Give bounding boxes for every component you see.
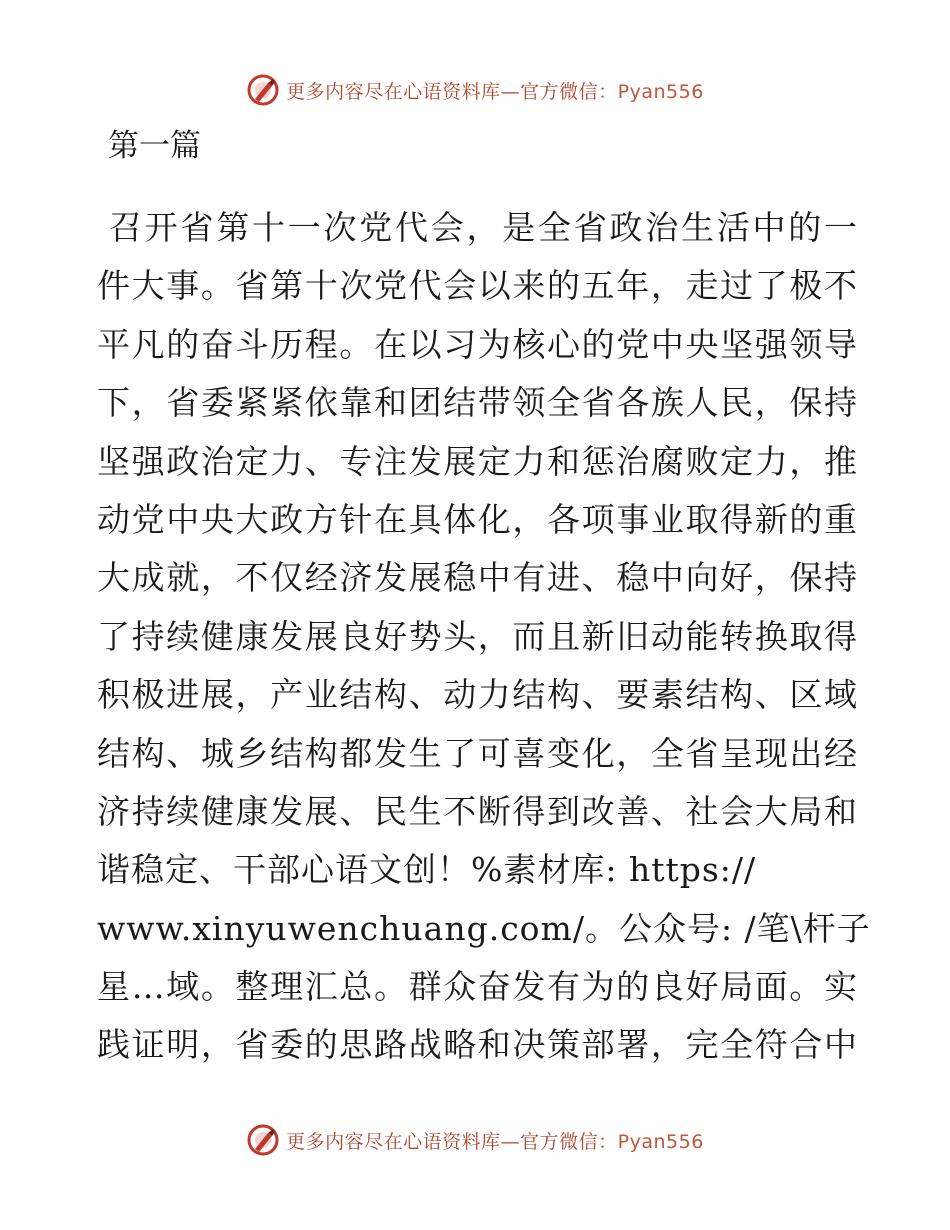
body-line: www.xinyuwenchuang.com/。公众号: /笔\杆子 bbox=[97, 908, 871, 948]
body-line: 动党中央大政方针在具体化，各项事业取得新的重 bbox=[97, 499, 857, 539]
body-line: 大成就，不仅经济发展稳中有进、稳中向好，保持 bbox=[97, 558, 857, 598]
body-line: 济持续健康发展、民生不断得到改善、社会大局和 bbox=[97, 791, 857, 831]
body-line: 下，省委紧紧依靠和团结带领全省各族人民，保持 bbox=[97, 383, 857, 423]
footer-banner bbox=[0, 1120, 950, 1160]
banner-text: 更多内容尽在心语资料库—官方微信：Pyan556 bbox=[286, 1130, 704, 1153]
banner-text: 更多内容尽在心语资料库—官方微信：Pyan556 bbox=[286, 80, 704, 103]
pen-nib-logo-icon bbox=[246, 73, 280, 107]
body-line: 谐稳定、干部心语文创！%素材库: https:// bbox=[97, 850, 757, 890]
body-line: 件大事。省第十次党代会以来的五年，走过了极不 bbox=[97, 266, 857, 306]
page-heading: 第一篇 bbox=[108, 128, 201, 164]
body-line: 践证明，省委的思路战略和决策部署，完全符合中 bbox=[97, 1025, 857, 1065]
banner-wechat-id: Pyan556 bbox=[617, 80, 704, 103]
body-line: 召开省第十一次党代会，是全省政治生活中的一 bbox=[109, 208, 857, 247]
body-line: 坚强政治定力、专注发展定力和惩治腐败定力，推 bbox=[97, 441, 857, 481]
body-line: 平凡的奋斗历程。在以习为核心的党中央坚强领导 bbox=[97, 324, 857, 364]
body-line: 星…域。整理汇总。群众奋发有为的良好局面。实 bbox=[97, 967, 857, 1007]
body-line: 结构、城乡结构都发生了可喜变化，全省呈现出经 bbox=[97, 733, 857, 773]
document-body bbox=[97, 199, 871, 1075]
header-banner bbox=[0, 70, 950, 110]
body-line: 了持续健康发展良好势头，而且新旧动能转换取得 bbox=[97, 616, 857, 656]
banner-wechat-id: Pyan556 bbox=[617, 1130, 704, 1153]
body-line: 积极进展，产业结构、动力结构、要素结构、区域 bbox=[97, 675, 857, 715]
pen-nib-logo-icon bbox=[246, 1123, 280, 1157]
